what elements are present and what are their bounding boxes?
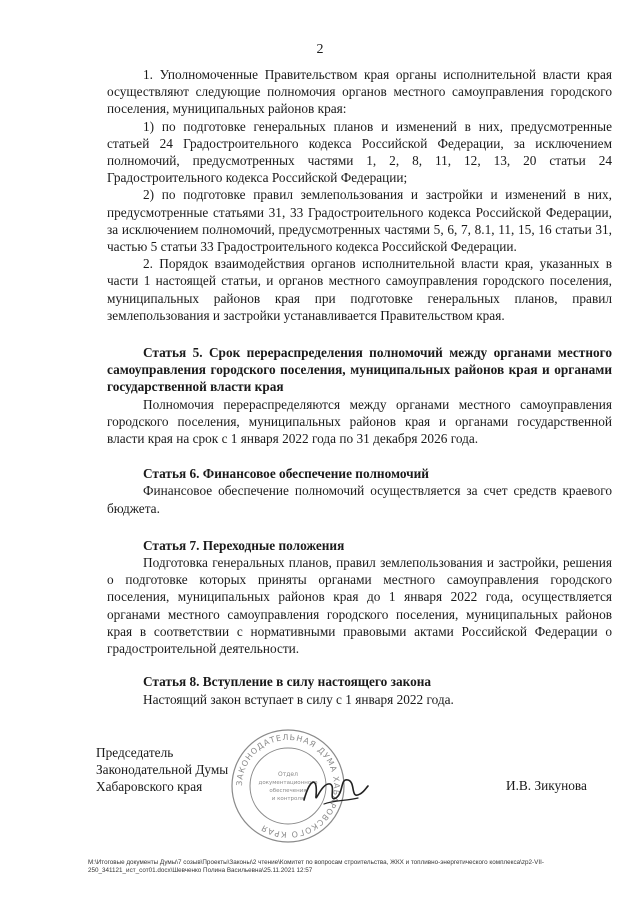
article-6-text: Финансовое обеспечение полномочий осуществляется за счет средств краевого бюджета. [107, 483, 612, 516]
paragraph-2: 1) по подготовке генеральных планов и изменений в них, предусмотренные статьей 24 Градостроительного кодекса Российской Федерации, за исключением полномочий, предусмотренных частями 1, 2, 8, 11, 12, 13, 20 статьи 24 Градостроительного кодекса Российской Федерации; [107, 118, 612, 186]
page-number: 2 [316, 42, 324, 57]
paragraph-4: 2. Порядок взаимодействия органов исполнительной власти края, указанных в части 1 настоящей статьи, и органов местного самоуправления городского поселения, муниципальных районов края при подготовке генеральных планов, правил землепользования и застройки устанавливается Правительством края. [107, 256, 612, 323]
article-8-title: Статья 8. Вступление в силу настоящего закона [143, 674, 432, 690]
paragraph-1: 1. Уполномоченные Правительством края органы исполнительной власти края осуществляют следующие полномочия органов местного самоуправления городского поселения, муниципальных районов края: [107, 67, 612, 117]
article-5-text: Полномочия перераспределяются между органами местного самоуправления городского поселения, муниципальных районов края и органами государственной власти края на срок с 1 января 2022 года по 31 декабря 2026 года. [107, 396, 612, 447]
article-7-title: Статья 7. Переходные положения [143, 537, 345, 553]
signature-line-3: Хабаровского края [96, 779, 203, 795]
signatory-name: И.В. Зикунова [506, 778, 587, 793]
law-body [107, 66, 612, 708]
stamp-outer-text: ЗАКОНОДАТЕЛЬНАЯ ДУМА ХАБАРОВСКОГО КРАЯ [234, 732, 342, 840]
signature-line-2: Законодательной Думы [96, 762, 229, 778]
stamp-inner-line-2: документационного [258, 780, 318, 786]
stamp-inner-line-3: обеспечения [269, 788, 307, 794]
article-8-text: Настоящий закон вступает в силу с 1 января 2022 года. [143, 691, 454, 707]
paragraph-3: 2) по подготовке правил землепользования и застройки и изменений в них, предусмотренные статьями 31, 33 Градостроительного кодекса Российской Федерации, за исключением полномочий, предусмотренных частями 5, 6, 7, 8.1, 11, 15, 16 статьи 31, частью 5 статьи 33 Градостроительного кодекса Российской Федерации. [107, 187, 612, 255]
article-5-title: Статья 5. Срок перераспределения полномочий между органами местного самоуправления городского поселения, муниципальных районов края и органами государственной власти края [107, 345, 612, 395]
file-path-footer: M:\Итоговые документы Думы\7 созыв\Проекты\Законы\2 чтение\Комитет по вопросам строительства, ЖКХ и топливно-энергетического комплекса\zp2-VII-250_341121_ист_сот01.docx\Шевченко Полина Васильевна\25.11.2021 12:57 [88, 859, 544, 874]
stamp-inner-line-4: и контроля [271, 796, 305, 802]
article-6-title: Статья 6. Финансовое обеспечение полномочий [143, 466, 429, 482]
stamp-inner-line-1: Отдел [278, 771, 298, 778]
signature-line-1: Председатель [96, 745, 174, 760]
article-7-text: Подготовка генеральных планов, правил землепользования и застройки, решения о подготовке которых приняты органами местного самоуправления городского поселения, муниципальных районов края до 1 января 2022 года, осуществляется органами местного самоуправления городского поселения, муниципальных районов края в соответствии с нормативными правовыми актами Российской Федерации о градостроительной деятельности. [107, 555, 612, 657]
